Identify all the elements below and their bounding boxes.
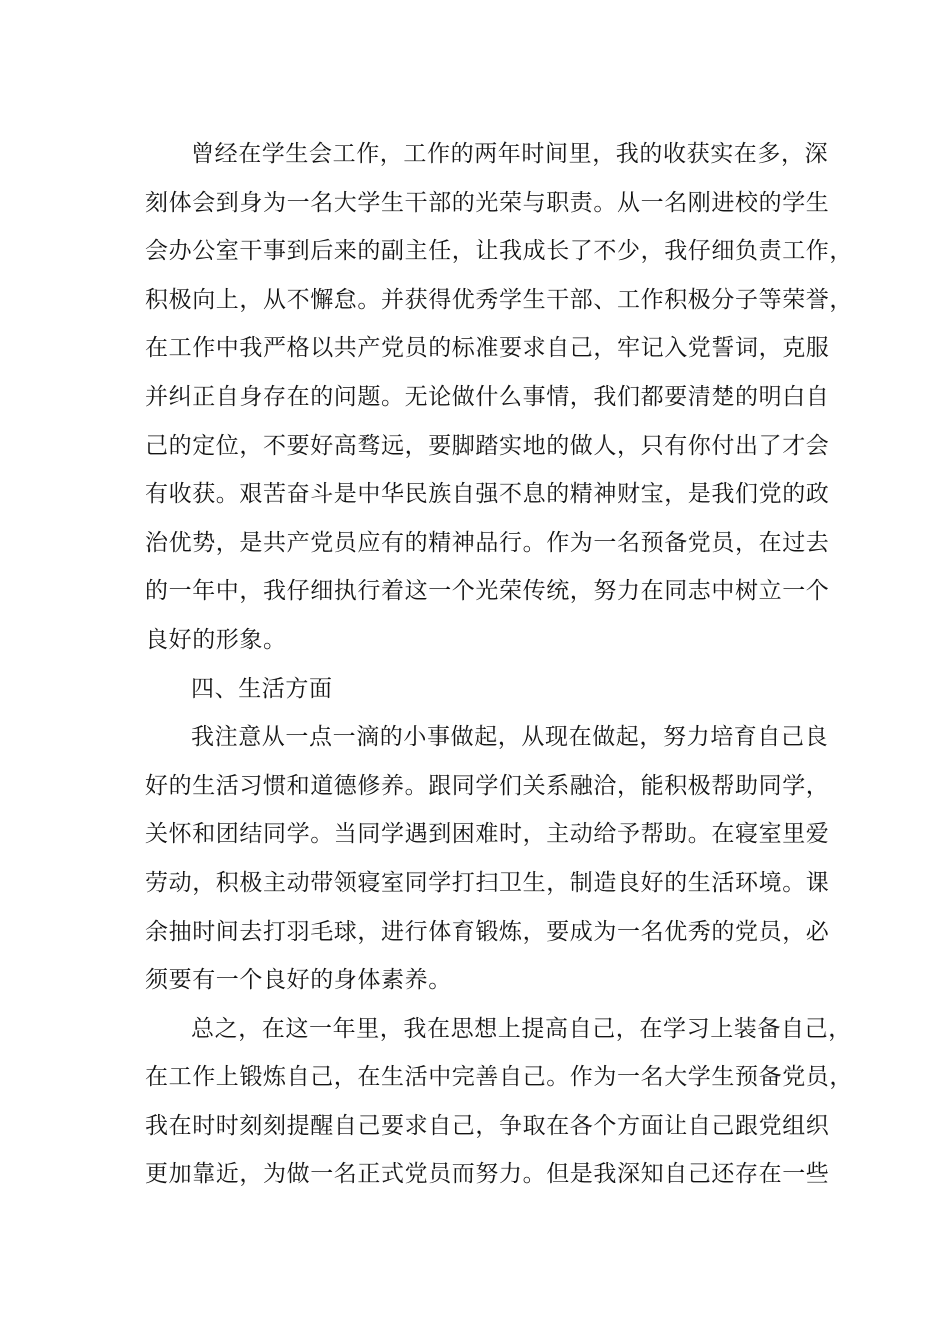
text-line: 我在时时刻刻提醒自己要求自己，争取在各个方面让自己跟党组织 <box>145 1112 830 1139</box>
text-line: 我注意从一点一滴的小事做起，从现在做起，努力培育自己良 <box>191 724 829 751</box>
text-line: 总之，在这一年里，我在思想上提高自己，在学习上装备自己， <box>191 1015 852 1042</box>
text-line: 四、生活方面 <box>191 675 333 702</box>
text-line: 刻体会到身为一名大学生干部的光荣与职责。从一名刚进校的学生 <box>145 189 830 216</box>
text-line: 良好的形象。 <box>145 626 287 653</box>
text-line: 的一年中，我仔细执行着这一个光荣传统，努力在同志中树立一个 <box>145 578 830 605</box>
text-line: 在工作中我严格以共产党员的标准要求自己，牢记入党誓词，克服 <box>145 335 830 362</box>
text-line: 有收获。艰苦奋斗是中华民族自强不息的精神财宝，是我们党的政 <box>145 481 830 508</box>
text-line: 在工作上锻炼自己，在生活中完善自己。作为一名大学生预备党员， <box>145 1064 853 1091</box>
text-line: 余抽时间去打羽毛球，进行体育锻炼，要成为一名优秀的党员，必 <box>145 918 830 945</box>
text-line: 己的定位，不要好高骛远，要脚踏实地的做人，只有你付出了才会 <box>145 432 830 459</box>
document-body <box>145 130 853 1199</box>
text-line: 好的生活习惯和道德修养。跟同学们关系融洽，能积极帮助同学， <box>145 772 830 799</box>
text-line: 关怀和团结同学。当同学遇到困难时，主动给予帮助。在寝室里爱 <box>145 821 830 848</box>
text-line: 会办公室干事到后来的副主任，让我成长了不少，我仔细负责工作， <box>145 238 853 265</box>
text-line: 曾经在学生会工作，工作的两年时间里，我的收获实在多，深 <box>191 141 829 167</box>
text-line: 须要有一个良好的身体素养。 <box>145 967 452 994</box>
text-line: 并纠正自身存在的问题。无论做什么事情，我们都要清楚的明白自 <box>145 383 830 410</box>
text-line: 劳动，积极主动带领寝室同学打扫卫生，制造良好的生活环境。课 <box>145 869 830 896</box>
text-line: 治优势，是共产党员应有的精神品行。作为一名预备党员，在过去 <box>145 529 830 556</box>
text-line: 积极向上，从不懈怠。并获得优秀学生干部、工作积极分子等荣誉， <box>145 286 853 313</box>
text-line: 更加靠近，为做一名正式党员而努力。但是我深知自己还存在一些 <box>145 1161 830 1188</box>
